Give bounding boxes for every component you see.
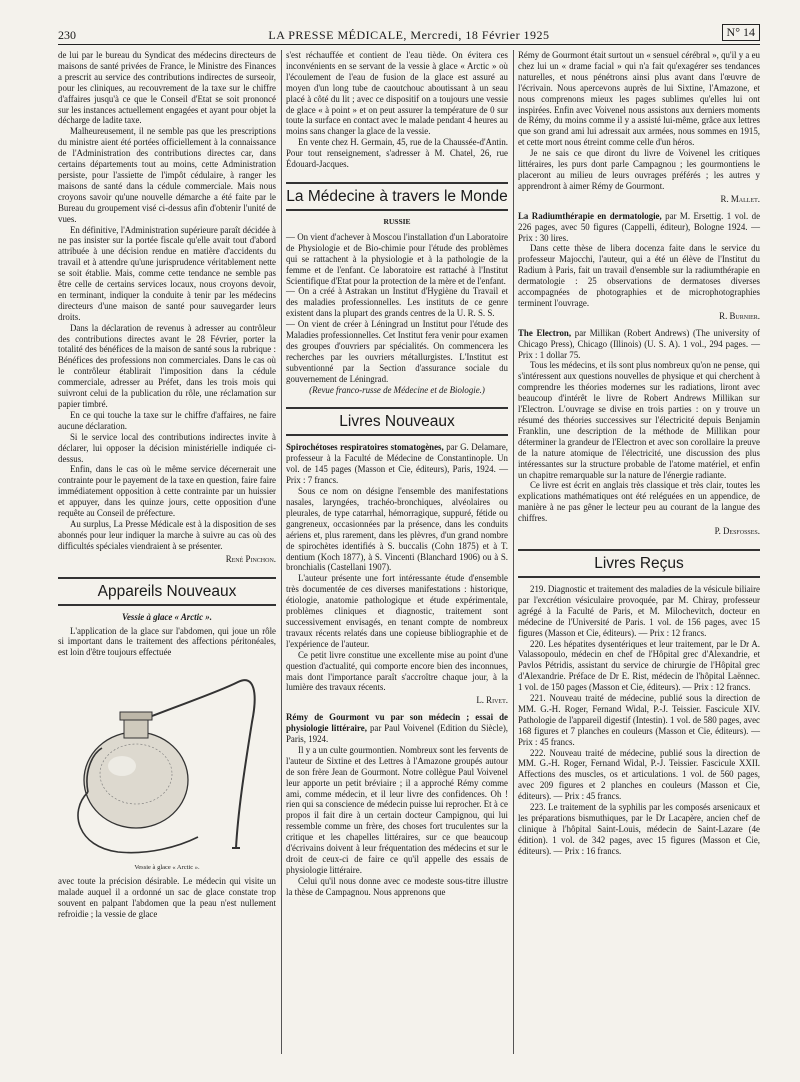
paragraph: Ce livre est écrit en anglais très classique et très clair, toutes les explications mathématiques ont été reléguées en un appendice, de manière à ne pas gêner le lecteur peu au courant de la langue des chiffres.: [518, 480, 760, 524]
received-book-item: 219. Diagnostic et traitement des maladies de la vésicule biliaire par l'excrétion vésiculaire provoquée, par M. Chiray, professeur agrégé à la Faculté de Paris, et M. Milochevitch, docteur en médecine de l'Université de Paris. 1 vol. de 156 pages, avec 15 figures (Masson et Cie, éditeurs). — Prix : 12 francs.: [518, 583, 760, 638]
author-signature: R. Burnier.: [719, 310, 760, 321]
paragraph: L'application de la glace sur l'abdomen, qui joue un rôle si important dans le traitement des affections péritonéales, est loin d'être toujours effectuée: [58, 625, 276, 658]
section-heading-medecine: La Médecine à travers le Monde: [286, 182, 508, 211]
column-divider: [513, 50, 514, 1054]
ice-bag-figure: [58, 662, 276, 874]
book-entry: [518, 211, 760, 244]
journal-title: LA PRESSE MÉDICALE, Mercredi, 18 Février 1925: [268, 28, 550, 42]
paragraph: Je ne sais ce que diront du livre de Voivenel les critiques littéraires, les purs dont parle Campagnou ; les gourmontiens le placeront au milieu de leurs ouvrages préférés ; les autres y apprendront à aimer Rémy de Gourmont.: [518, 148, 760, 191]
book-info: par M. Ersettig. 1 vol. de 226 pages, avec 50 figures (Cappelli, éditeur), Bologne 1924. — Prix : 30 lires.: [518, 210, 761, 243]
paragraph: En ce qui touche la taxe sur le chiffre d'affaires, ne faire aucune déclaration.: [58, 409, 276, 431]
received-book-item: 220. Les hépatites dysentériques et leur traitement, par le Dr A. Valassopoulo, médecin en chef de l'Hôpital grec d'Alexandrie, et Pavlos Pétridis, assistant du service de chirurgie de l'Hôpital grec d'Alexandrie. Préface de Dr E. Rist, médecin de l'hôpital Laënnec. 1 vol. de 150 pages (Masson et Cie, éditeurs). — Prix : 12 francs.: [518, 638, 760, 693]
news-item: — On vient de créer à Léningrad un Institut pour l'étude des Maladies professionnelles. Cet Institut fera venir pour examen des groupes d'ouvriers par spécialités. On commencera les recherches par les ouvriers métallurgistes. L'Institut est subventionné par la Section d'assurance sociale du gouvernement de Léningrad.: [286, 319, 508, 384]
book-title: The Electron,: [518, 327, 572, 338]
column-1: [58, 50, 276, 920]
article-subheading: Vessie à glace « Arctic ».: [122, 611, 212, 622]
author-signature: René Pinchon.: [225, 553, 276, 564]
column-3: [518, 50, 760, 857]
author-signature: L. Rivet.: [476, 695, 508, 706]
received-book-item: 223. Le traitement de la syphilis par les composés arsenicaux et les préparations bismuthiques, par le Dr Lacapère, ancien chef de clinique à l'hôpital Saint-Louis, médecin de Saint-Lazare (4e édition). 1 vol. de 342 pages, avec 15 figures (Masson et Cie, éditeurs). — Prix : 16 francs.: [518, 802, 760, 856]
country-heading: RUSSIE: [383, 216, 411, 226]
paragraph: de lui par le bureau du Syndicat des médecins directeurs de maisons de santé privées de France, le Ministre des Finances a prescrit au service des contributions indirectes de surseoir, pour les cliniques, au recouvrement de la taxe sur le chiffre d'affaires jusqu'à ce que le Conseil d'Etat se soit prononcé sur les instances actuellement engagées et ayant pour objet la décharge de ladite taxe.: [58, 50, 276, 126]
paragraph: Malheureusement, il ne semble pas que les prescriptions du ministre aient été portées officiellement à la connaissance de l'Administration des contributions directes car, dans certains départements tout au moins, cette Administration persiste, pour l'assiette de l'impôt cédulaire, à ranger les maisons de santé dans la cédule commerciale. Mais nous croyons savoir qu'une nouvelle démarche a été faite par le Bureau du groupement visé ci-dessus afin d'obtenir l'unité de vues.: [58, 126, 276, 224]
column-2: [286, 50, 508, 898]
section-heading-livres-nouveaux: Livres Nouveaux: [286, 407, 508, 436]
book-info: par G. Delamare, professeur à la Faculté de Médecine de Constantinople. Un vol. de 145 pages (Masson et Cie, éditeurs), Paris, 1924. — Prix : 7 francs.: [286, 442, 508, 486]
paragraph: Celui qu'il nous donne avec ce modeste sous-titre illustre la thèse de Campagnou. Nous apprenons que: [286, 875, 508, 897]
paragraph: En définitive, l'Administration supérieure paraît décidée à ne pas insister sur la portée fiscale qu'elle avait tout d'abord attribuée à une décision rendue en matière d'accidents du travail et à attendre qu'une jurisprudence véritablement nette se soit établie. Mais, comme cette tendance ne semble pas être celle de certains services locaux, nous croyons devoir, en terminant, indiquer la conduite à tenir par les médecins directeurs d'une maison de santé pour sauvegarder leurs droits.: [58, 224, 276, 322]
page-number: 230: [58, 28, 76, 42]
figure-caption: Vessie à glace « Arctic ».: [134, 864, 200, 872]
author-signature: R. Mallet.: [720, 193, 760, 204]
column-divider: [281, 50, 282, 1054]
paragraph: Enfin, dans le cas où le même service décernerait une contrainte pour le payement de la taxe en question, faire faire immédiatement opposition à cette contrainte par un huissier et appuyer, dans les quinze jours, cette opposition d'une requête au Conseil de préfecture.: [58, 464, 276, 519]
paragraph: avec toute la précision désirable. Le médecin qui visite un malade auquel il a ordonné un sac de glace constate trop souvent en palpant l'abdomen que la peau n'est nullement refroidie ; la vessie de glace: [58, 876, 276, 919]
issue-number: N° 14: [722, 24, 760, 41]
book-title: La Radiumthérapie en dermatologie,: [518, 210, 662, 221]
book-info: par Paul Voivenel (Edition du Siècle), Paris, 1924.: [286, 723, 508, 745]
news-item: — On vient d'achever à Moscou l'installation d'un Laboratoire de Physiologie et de Bio-chimie pour l'étude des problèmes qui se rattachent à la physiologie et à la pathologie de la femme et de l'enfant. Ce laboratoire est rattaché à l'Institut Scientifique d'Etat pour la protection de la mère et de l'enfant.: [286, 231, 508, 286]
section-heading-appareils: Appareils Nouveaux: [58, 577, 276, 606]
book-entry: [286, 712, 508, 745]
paragraph: Rémy de Gourmont était surtout un « sensuel cérébral », qu'il y a eu chez lui un « drame facial » qui n'a fait qu'exagérer ses tendances naturelles, et nous pénétrons ainsi plus avant dans l'œuvre de l'écrivain. Nous apercevons auprès de lui Sixtine, l'Amazone, et nous comprenons mieux les pages sublimes qu'elles lui ont inspirées. Enfin avec Voivenel nous assistons aux derniers moments de Rémy, du moins comme il y a assisté lui-même, grâce aux lettres que son grand ami lui adressait aux armées, nous sommes en 1915, et cette mort nous étreint comme celle d'un héros.: [518, 50, 760, 148]
received-book-item: 222. Nouveau traité de médecine, publié sous la direction de MM. G.-H. Roger, Fernand Widal, P.-J. Teissier. Fascicule XXII. Affections des muscles, os et articulations. 1 vol. de 560 pages, avec 209 figures et 2 planches en couleurs (Masson et Cie, éditeurs). — Prix : 45 francs.: [518, 747, 760, 802]
paragraph: Dans la déclaration de revenus à adresser au contrôleur des contributions directes avant le 28 Février, porter la totalité des bénéfices de la maison de santé sous la rubrique : Bénéfices des professions non commerciales. Dans le cas où le contrôleur établirait l'imposition dans la cédule commerciale, adresser au Préfet, dans les trois mois qui suivront celui de la publication du rôle, une réclamation sur papier timbré.: [58, 322, 276, 409]
paragraph: En vente chez H. Germain, 45, rue de la Chaussée-d'Antin. Pour tout renseignement, s'adresser à M. Chatel, 26, rue Édouard-Jacques.: [286, 137, 508, 170]
page-header: [58, 25, 760, 45]
book-info: par Millikan (Robert Andrews) (The university of Chicago Press), Chicago (Illinois) (U. S. A). 1 vol., 294 pages. — Prix : 1 dollar 75.: [518, 327, 761, 360]
book-entry: [286, 442, 508, 486]
paragraph: Au surplus, La Presse Médicale est à la disposition de ses abonnés pour leur indiquer la marche à suivre au cas où des difficultés spéciales viendraient à se présenter.: [58, 518, 276, 551]
book-title: Rémy de Gourmont vu par son médecin ; essai de physiologie littéraire,: [286, 712, 508, 734]
author-signature: P. Desfosses.: [714, 526, 760, 537]
paragraph: L'auteur présente une fort intéressante étude d'ensemble très documentée de ces diverses manifestations : historique, étiologie, anatomie pathologique et étude expérimentale, problèmes cliniques et diagnostic, traitement sont successivement envisagés, en tenant compte de nombreux travaux récents relatés dans une copieuse bibliographie et de l'expérience de l'auteur.: [286, 573, 508, 649]
paragraph: Tous les médecins, et ils sont plus nombreux qu'on ne pense, qui s'intéressent aux questions nouvelles de physique et qui cherchent à comprendre les théories modernes sur les radiations, liront avec beaucoup d'intérêt le livre de Robert Andrews Millikan sur l'Electron. L'ouvrage se divise en trois parties : on y trouve un résumé des théories successives sur l'électricité depuis Benjamin Franklin, une description de la méthode de Millikan pour déterminer la grandeur de l'Electron et avec son corollaire la preuve de la nature atomique de l'électricité, une discussion des plus intéressantes sur la structure probable de l'atome matériel, et enfin un chapitre remarquable sur la nature de l'énergie radiante.: [518, 360, 760, 480]
paragraph: Si le service local des contributions indirectes invite à déclarer, lui opposer la décision ministérielle indiquée ci-dessus.: [58, 431, 276, 464]
book-title: Spirochétoses respiratoires stomatogènes,: [286, 442, 444, 453]
news-source: (Revue franco-russe de Médecine et de Biologie.): [309, 384, 485, 395]
paragraph: Sous ce nom on désigne l'ensemble des manifestations nasales, laryngées, trachéo-bronchiques, alvéolaires ou pleurales, de type catarrhal, hémorragique, suppuré, fétide ou gangreneux, occasionnées par la présence, dans les conduits aériens et, plus rarement, dans les plèvres, d'un grand nombre de spirochètes identifiés à S. buccalis (Cohn 1875) et à T. dentium (Koch 1877), à S. Vincenti (Blanchard 1906) ou à S. bronchialis (Castellani 1907).: [286, 486, 508, 573]
paragraph: Il y a un culte gourmontien. Nombreux sont les fervents de l'auteur de Sixtine et des Lettres à l'Amazone groupés autour de son frère Jean de Gourmont. Notre collègue Paul Voivenel leur apporte un petit bréviaire ; il a approché Rémy comme ami, comme médecin, et il leur livre des confidences. Oh ! rien qui sa conscience de médecin puisse lui reprocher. Et à ce propos il fait dire à un certain docteur Campignou, qui lui ressemble comme un frère, des choses fort truculentes sur la critique et les chapelles littéraires, sur ce que beaucoup d'écrivains doivent à leur fréquentation des médecins et sur le droit de ceux-ci de faire ce qu'il appelle des essais de physiologie littéraire.: [286, 744, 508, 875]
ice-bag-illustration: [58, 662, 276, 862]
paragraph: Dans cette thèse de libera docenza faite dans le service du professeur Majocchi, l'auteur, qui a été un élève de l'Institut du Radium à Paris, fait un travail d'ensemble sur la radiumthérapie en dermatologie : 25 observations de dermatoses diverses accompagnées de photographies et de microphotographies terminent l'ouvrage.: [518, 243, 760, 308]
received-book-item: 221. Nouveau traité de médecine, publié sous la direction de MM. G.-H. Roger, Fernand Widal, P.-J. Teissier. Fascicule XIV. Pathologie de l'appareil digestif (Intestin). 1 vol. de 580 pages, avec 168 figures et 7 planches en couleurs (Masson et Cie, éditeurs). — Prix : 45 francs.: [518, 693, 760, 747]
book-entry: [518, 328, 760, 361]
section-heading-livres-recus: Livres Reçus: [518, 549, 760, 578]
paragraph: s'est réchauffée et contient de l'eau tiède. On évitera ces inconvénients en se servant de la vessie à glace « Arctic » où l'écoulement de l'eau de fusion de la glace est assuré au moyen d'un long tube de caoutchouc aboutissant à un seau placé à côté du lit ; avec ce dispositif on a toujours une vessie de glace « à point » et on peut assurer la température de 0 sur toute la surface en contact avec le malade pendant 4 heures au moins sans changer la glace de la vessie.: [286, 50, 508, 137]
paragraph: Ce petit livre constitue une excellente mise au point d'une question d'actualité, qui comporte encore bien des inconnues, mais dont l'importance paraît s'accroître chaque jour, à la lumière des travaux récents.: [286, 649, 508, 693]
news-item: — On a créé à Astrakan un Institut d'Hygiène du Travail et des maladies professionnelles. Les instituts de ce genre existent dans la plupart des grands centres de la U. R. S. S.: [286, 286, 508, 319]
